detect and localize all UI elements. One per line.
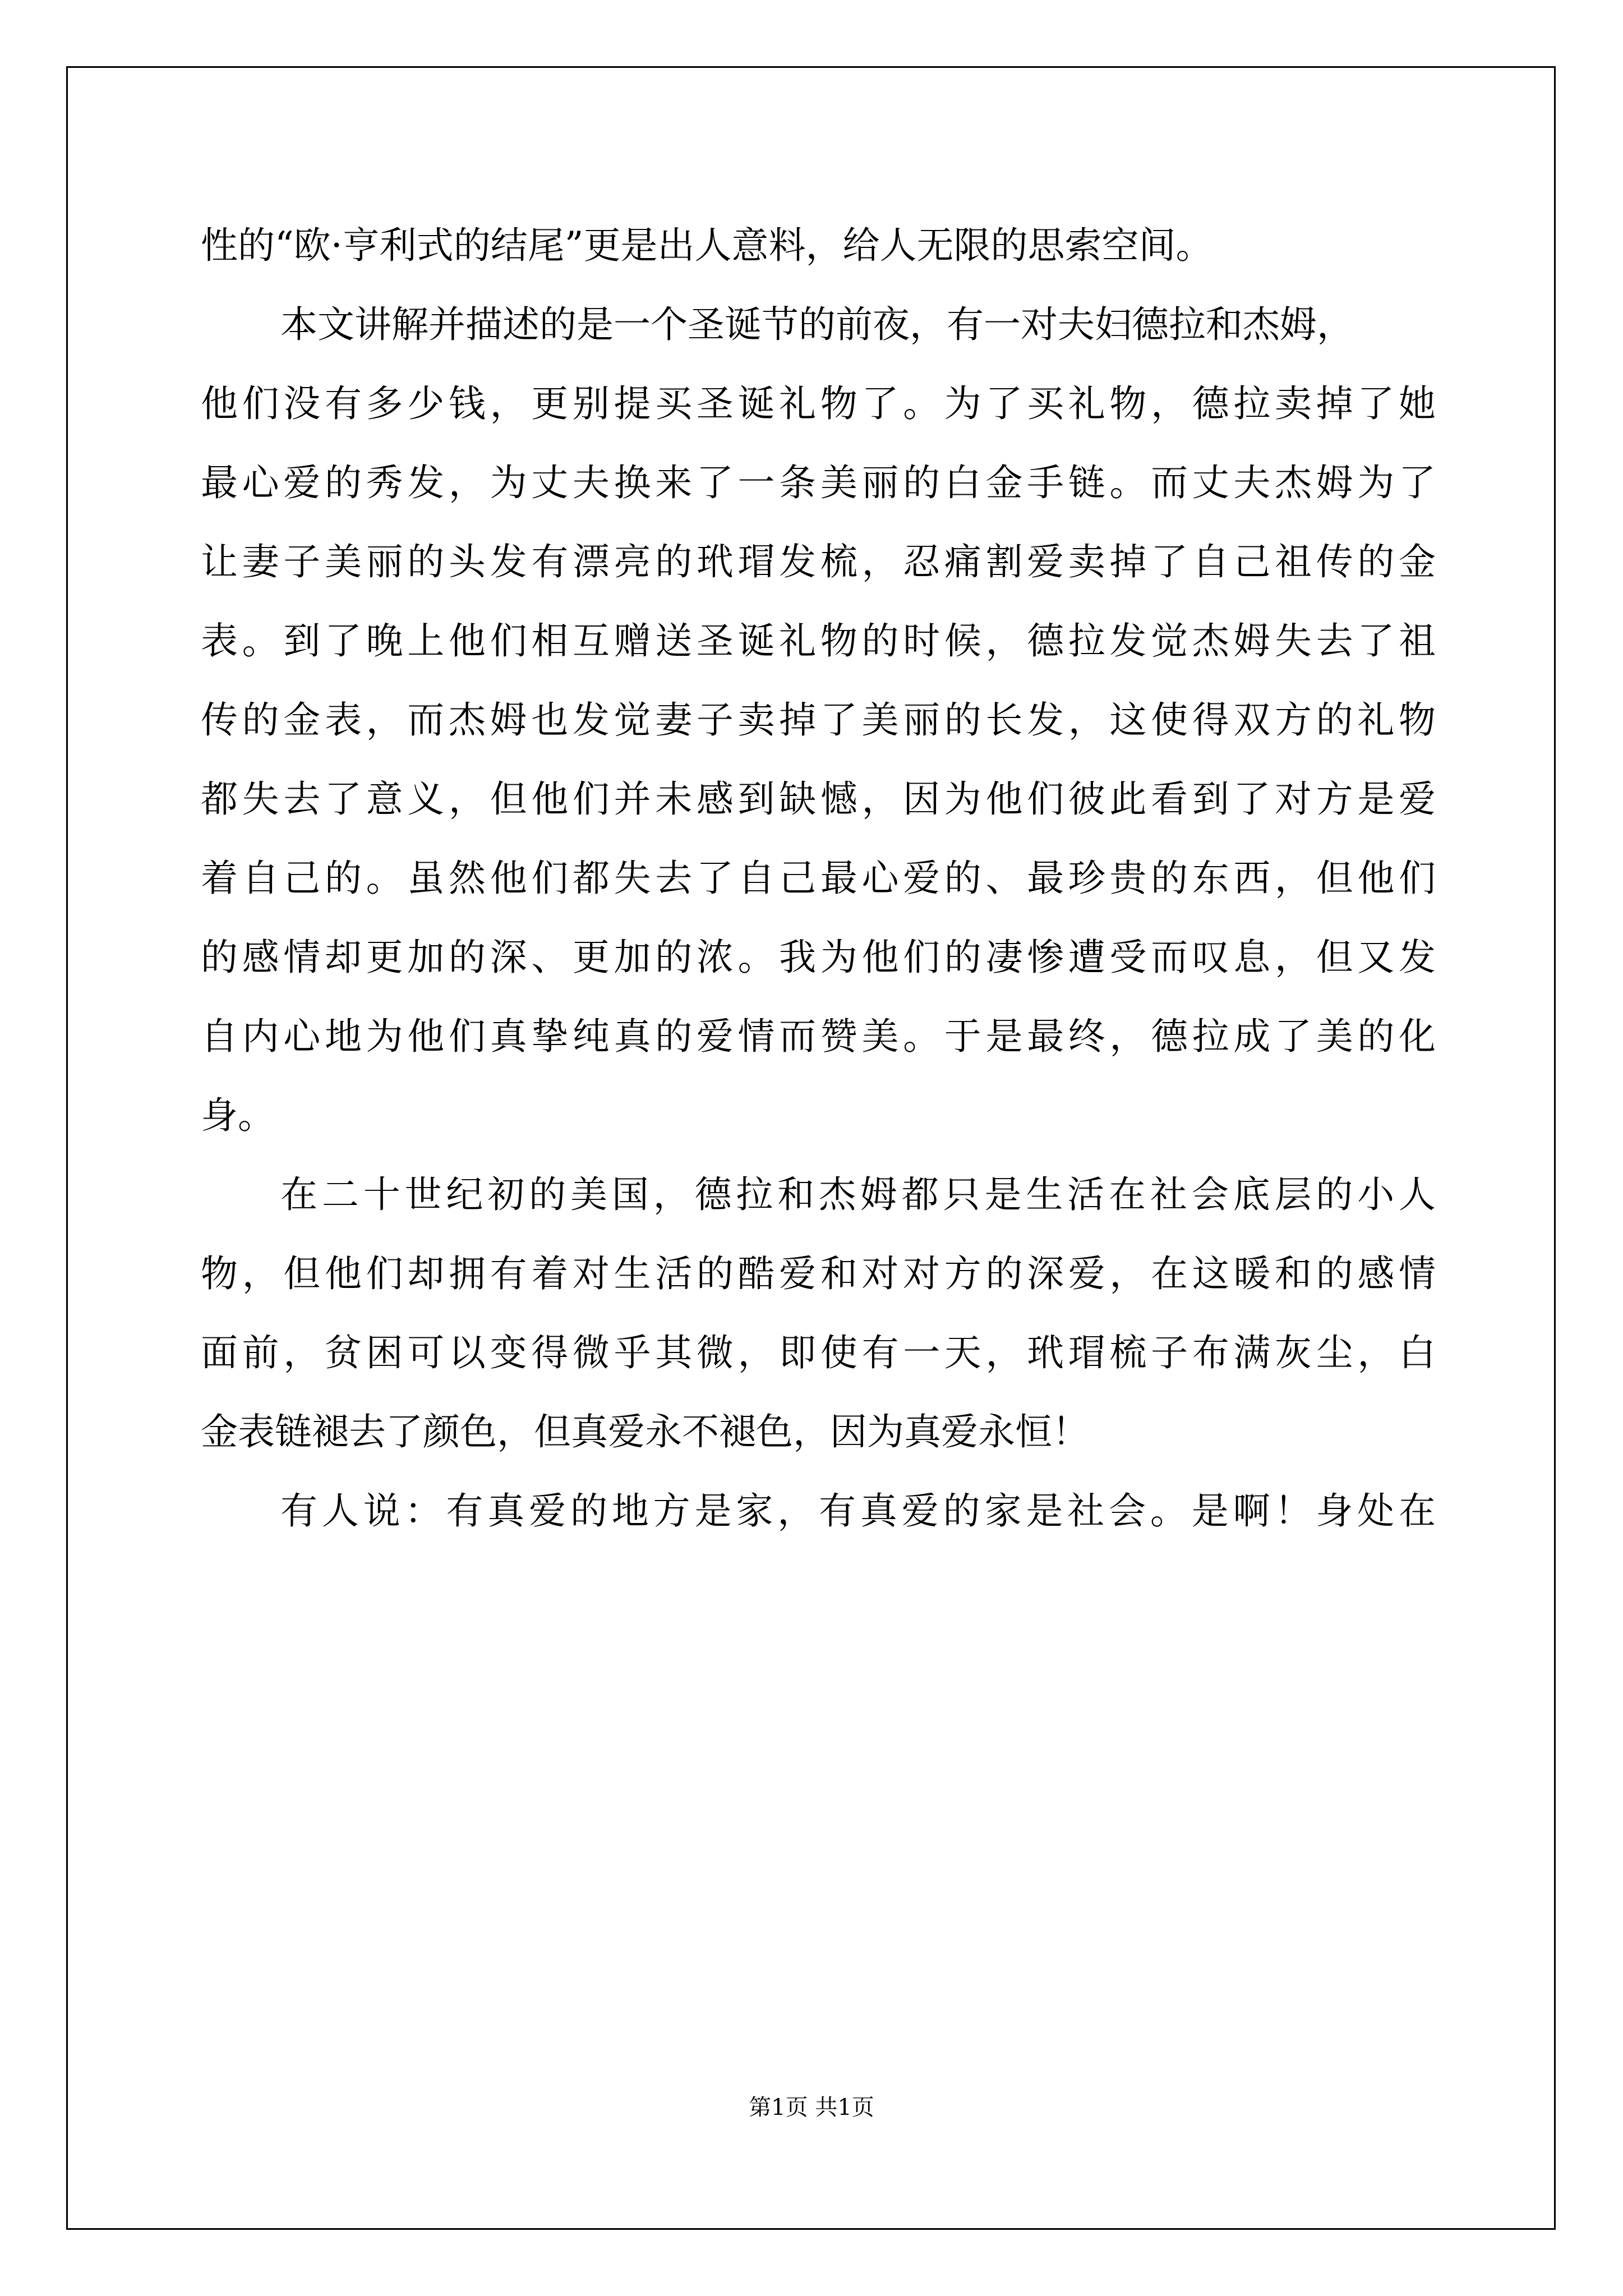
text-line: 面前，贫困可以变得微乎其微，即使有一天，玳瑁梳子布满灰尘，白 [201, 1331, 1436, 1374]
text-line: 自内心地为他们真挚纯真的爱情而赞美。于是最终，德拉成了美的化 [201, 1015, 1436, 1058]
text-line: 有人说：有真爱的地方是家，有真爱的家是社会。是啊！身处在 [280, 1489, 1436, 1533]
text-line: 他们没有多少钱，更别提买圣诞礼物了。为了买礼物，德拉卖掉了她 [201, 382, 1436, 425]
text-line: 物，但他们却拥有着对生活的酷爱和对对方的深爱，在这暖和的感情 [201, 1252, 1436, 1295]
text-line: 最心爱的秀发，为丈夫换来了一条美丽的白金手链。而丈夫杰姆为了 [201, 461, 1436, 504]
text-line: 传的金表，而杰姆也发觉妻子卖掉了美丽的长发，这使得双方的礼物 [201, 698, 1436, 742]
text-line: 本文讲解并描述的是一个圣诞节的前夜，有一对夫妇德拉和杰姆， [280, 303, 1354, 346]
text-line: 在二十世纪初的美国，德拉和杰姆都只是生活在社会底层的小人 [280, 1173, 1436, 1216]
page-number-footer: 第1页 共1页 [749, 2095, 874, 2120]
text-line: 性的“欧·亨利式的结尾”更是出人意料，给人无限的思索空间。 [201, 224, 1213, 267]
text-line: 都失去了意义，但他们并未感到缺憾，因为他们彼此看到了对方是爱 [201, 777, 1436, 821]
text-line: 表。到了晚上他们相互赠送圣诞礼物的时候，德拉发觉杰姆失去了祖 [201, 619, 1436, 662]
text-line: 让妻子美丽的头发有漂亮的玳瑁发梳，忍痛割爱卖掉了自己祖传的金 [201, 540, 1436, 583]
text-line: 金表链褪去了颜色，但真爱永不褪色，因为真爱永恒！ [201, 1410, 1089, 1453]
text-line: 身。 [201, 1094, 275, 1137]
text-line: 的感情却更加的深、更加的浓。我为他们的凄惨遭受而叹息，但又发 [201, 936, 1436, 979]
text-line: 着自己的。虽然他们都失去了自己最心爱的、最珍贵的东西，但他们 [201, 857, 1436, 900]
